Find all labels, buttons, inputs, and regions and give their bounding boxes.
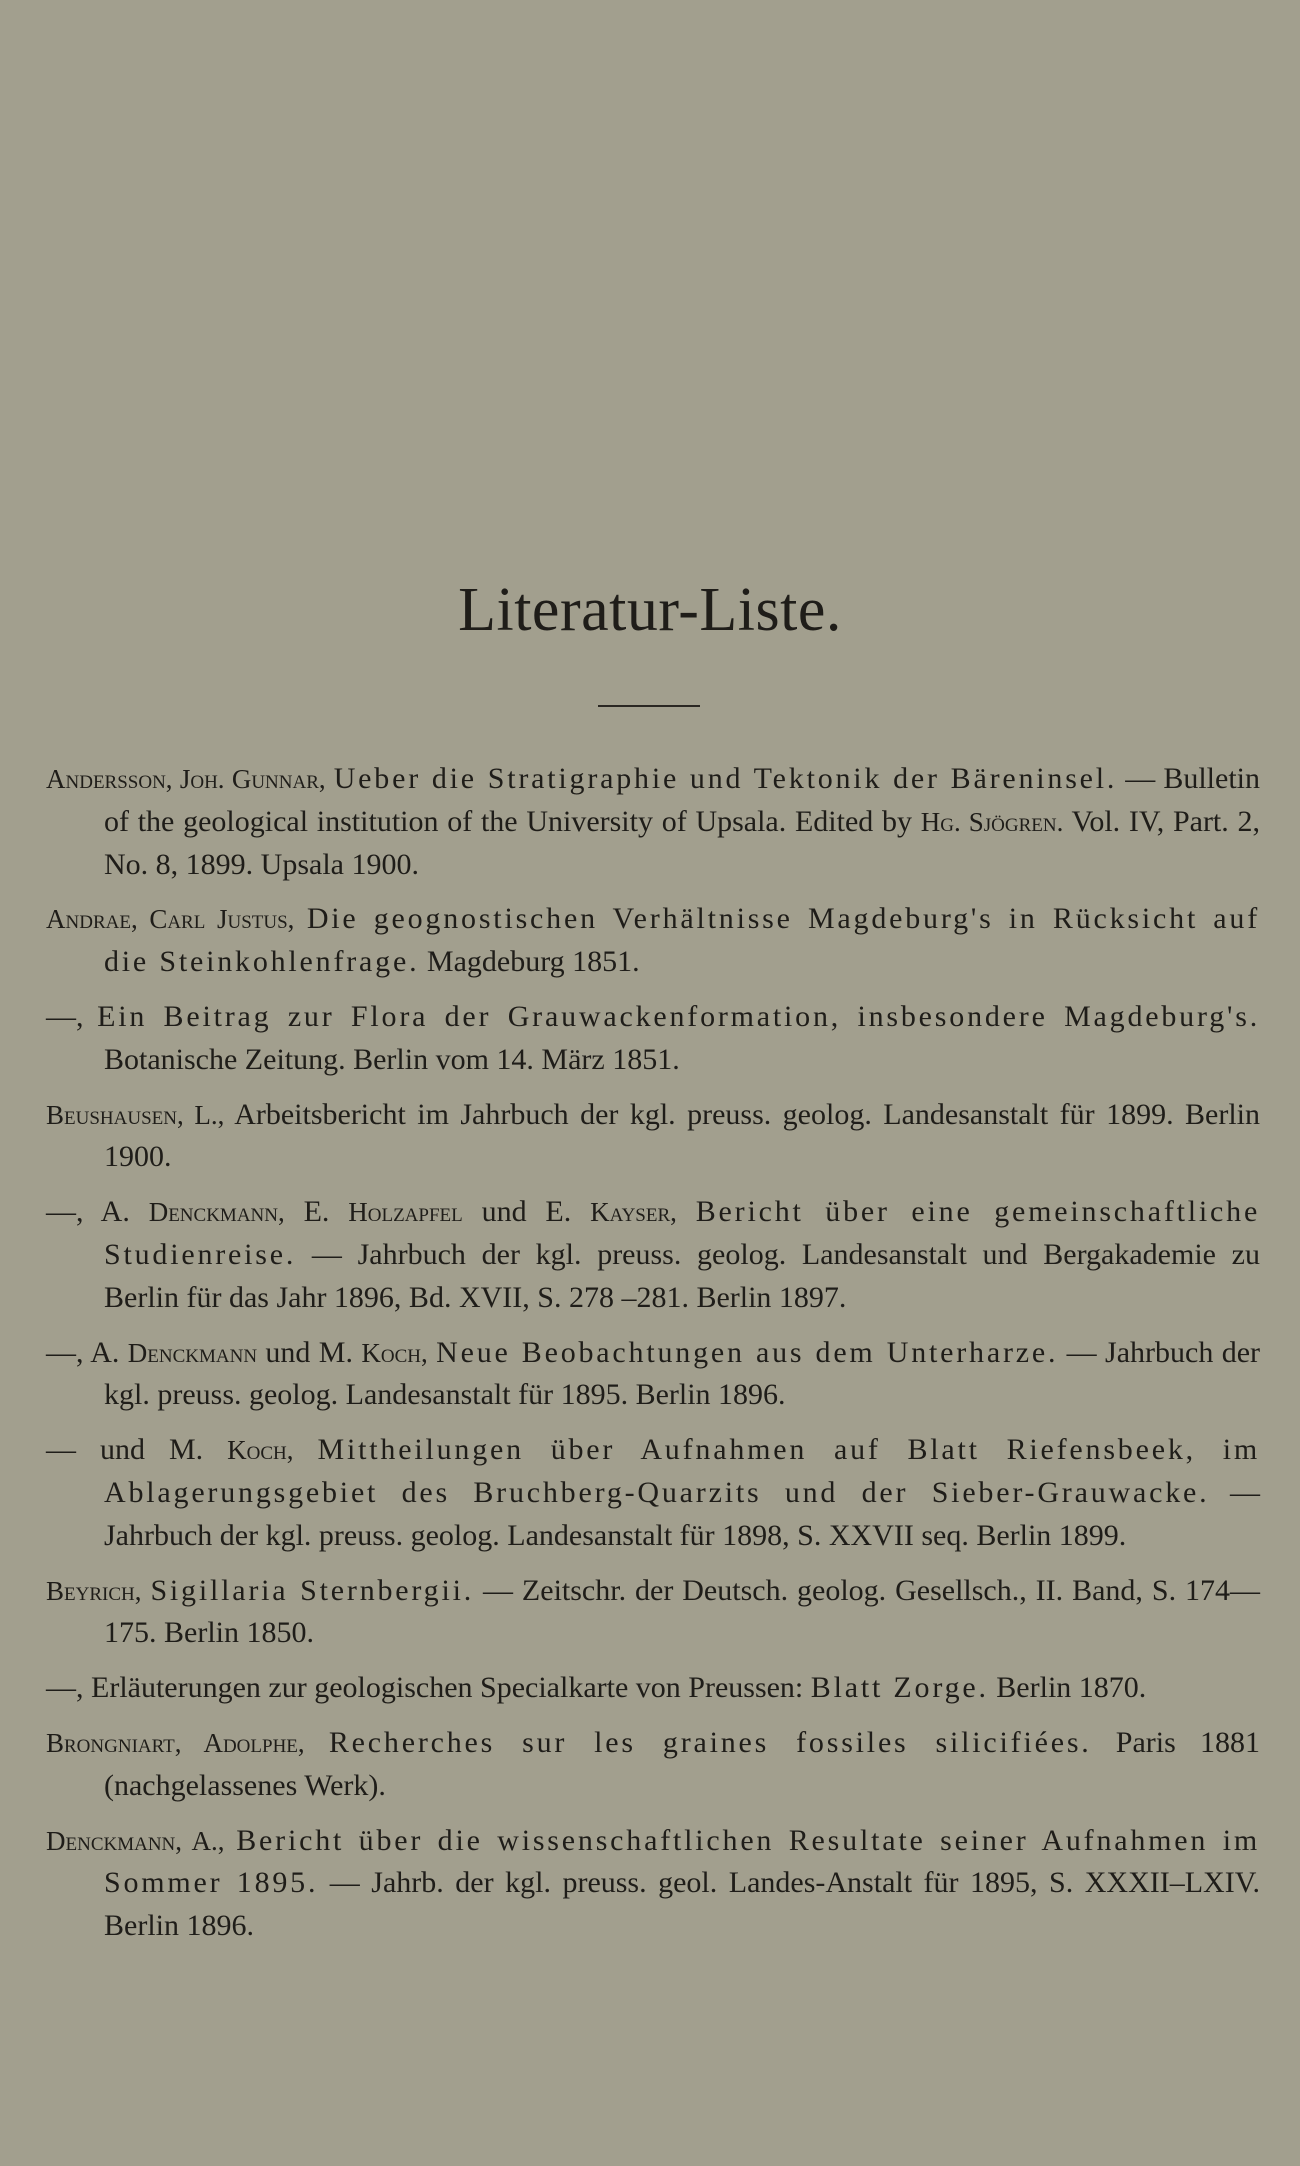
- bibliography-entry: [46, 1667, 1260, 1710]
- entry-title: Bericht über die wissenschaftlichen Resultate seiner Aufnahmen im Sommer 1895.: [104, 1823, 1260, 1900]
- entry-source: — Zeitschr. der Deutsch. geolog. Gesellsch., II. Band, S. 174—175. Berlin 1850.: [104, 1573, 1261, 1650]
- entry-lead: — und M.: [46, 1433, 204, 1467]
- bibliography-list: [46, 758, 1260, 1960]
- entry-source: — Bulletin of the geological institution of the University of Upsala. Edited by: [104, 762, 1260, 838]
- entry-source: Erläuterungen zur geologischen Specialkarte von Preussen:: [91, 1671, 804, 1705]
- entry-title: Blatt Zorge.: [810, 1671, 989, 1705]
- entry-title: Bericht über eine gemeinschaftliche Studienreise.: [104, 1195, 1261, 1271]
- entry-connector: und E.: [481, 1195, 572, 1229]
- entry-lead: —, A.: [46, 1195, 130, 1229]
- bibliography-entry: [46, 1429, 1260, 1557]
- bibliography-entry: [46, 1332, 1260, 1418]
- entry-author: Kayser,: [590, 1197, 677, 1228]
- entry-title: Ein Beitrag zur Flora der Grauwackenformation, insbesondere Magdeburg's.: [97, 999, 1261, 1033]
- bibliography-entry: [46, 1820, 1260, 1948]
- bibliography-entry: [46, 1191, 1260, 1319]
- entry-author: Denckmann: [127, 1337, 258, 1368]
- entry-author: Beyrich,: [46, 1575, 142, 1606]
- entry-author: —,: [46, 999, 84, 1033]
- bibliography-entry: [46, 1094, 1260, 1180]
- entry-lead: —, A.: [46, 1335, 120, 1369]
- entry-title: Ueber die Stratigraphie und Tektonik der Bäreninsel.: [333, 762, 1118, 795]
- page-title: Literatur-Liste.: [458, 576, 842, 644]
- entry-connector: und M.: [265, 1335, 353, 1369]
- entry-title: Mittheilungen über Aufnahmen auf Blatt Riefensbeek, im Ablagerungsgebiet des Bruchberg-Quarzits und der Sieber-Grauwacke.: [104, 1433, 1261, 1509]
- entry-title: Recherches sur les graines fossiles silicifiées.: [328, 1725, 1092, 1759]
- bibliography-entry: [46, 898, 1260, 984]
- bibliography-entry: [46, 758, 1260, 886]
- entry-source: Magdeburg 1851.: [426, 945, 640, 979]
- bibliography-entry: [46, 1570, 1260, 1656]
- title-divider: [598, 705, 700, 707]
- entry-title: Sigillaria Sternbergii.: [150, 1573, 475, 1607]
- bibliography-entry: [46, 996, 1260, 1082]
- entry-source: Arbeitsbericht im Jahrbuch der kgl. preuss. geolog. Landesanstalt für 1899. Berlin 1900.: [104, 1097, 1260, 1174]
- entry-author: Holzapfel: [348, 1197, 463, 1228]
- entry-source: — Jahrbuch der kgl. preuss. geolog. Landesanstalt und Bergakademie zu Berlin für das Jahr 1896, Bd. XVII, S. 278 –281. Berlin 1897.: [104, 1237, 1260, 1314]
- entry-source: Paris 1881 (nachgelassenes Werk).: [104, 1725, 1260, 1802]
- entry-source: Botanische Zeitung. Berlin vom 14. März 1851.: [104, 1042, 680, 1076]
- entry-author: Denckmann,: [148, 1197, 285, 1228]
- entry-author: Koch,: [227, 1435, 294, 1466]
- entry-source: — Jahrbuch der kgl. preuss. geolog. Landesanstalt für 1898, S. XXVII seq. Berlin 1899.: [104, 1475, 1261, 1552]
- entry-source: Vol. IV, Part. 2, No. 8, 1899. Upsala 1900.: [104, 804, 1260, 881]
- bibliography-entry: [46, 1722, 1260, 1808]
- entry-author: —,: [46, 1671, 84, 1705]
- entry-source: — Jahrb. der kgl. preuss. geol. Landes-Anstalt für 1895, S. XXXII–LXIV. Berlin 1896.: [104, 1866, 1261, 1943]
- entry-author: Denckmann, A.,: [46, 1825, 225, 1856]
- entry-source: — Jahrbuch der kgl. preuss. geolog. Landesanstalt für 1895. Berlin 1896.: [104, 1335, 1261, 1412]
- entry-title: Neue Beobachtungen aus dem Unterharze.: [436, 1335, 1059, 1369]
- entry-author: Andrae, Carl Justus,: [46, 904, 295, 935]
- entry-author: Andersson, Joh. Gunnar,: [46, 764, 326, 794]
- entry-author: Brongniart, Adolphe,: [46, 1727, 305, 1758]
- entry-author: Beushausen, L.,: [46, 1099, 225, 1130]
- entry-title: Die geognostischen Verhältnisse Magdeburg's in Rücksicht auf die Steinkohlenfrage.: [104, 902, 1260, 979]
- entry-connector: E.: [303, 1195, 330, 1229]
- entry-source: Berlin 1870.: [996, 1671, 1147, 1705]
- entry-author: Koch,: [361, 1337, 428, 1368]
- entry-editor: Hg. Sjögren.: [920, 806, 1064, 837]
